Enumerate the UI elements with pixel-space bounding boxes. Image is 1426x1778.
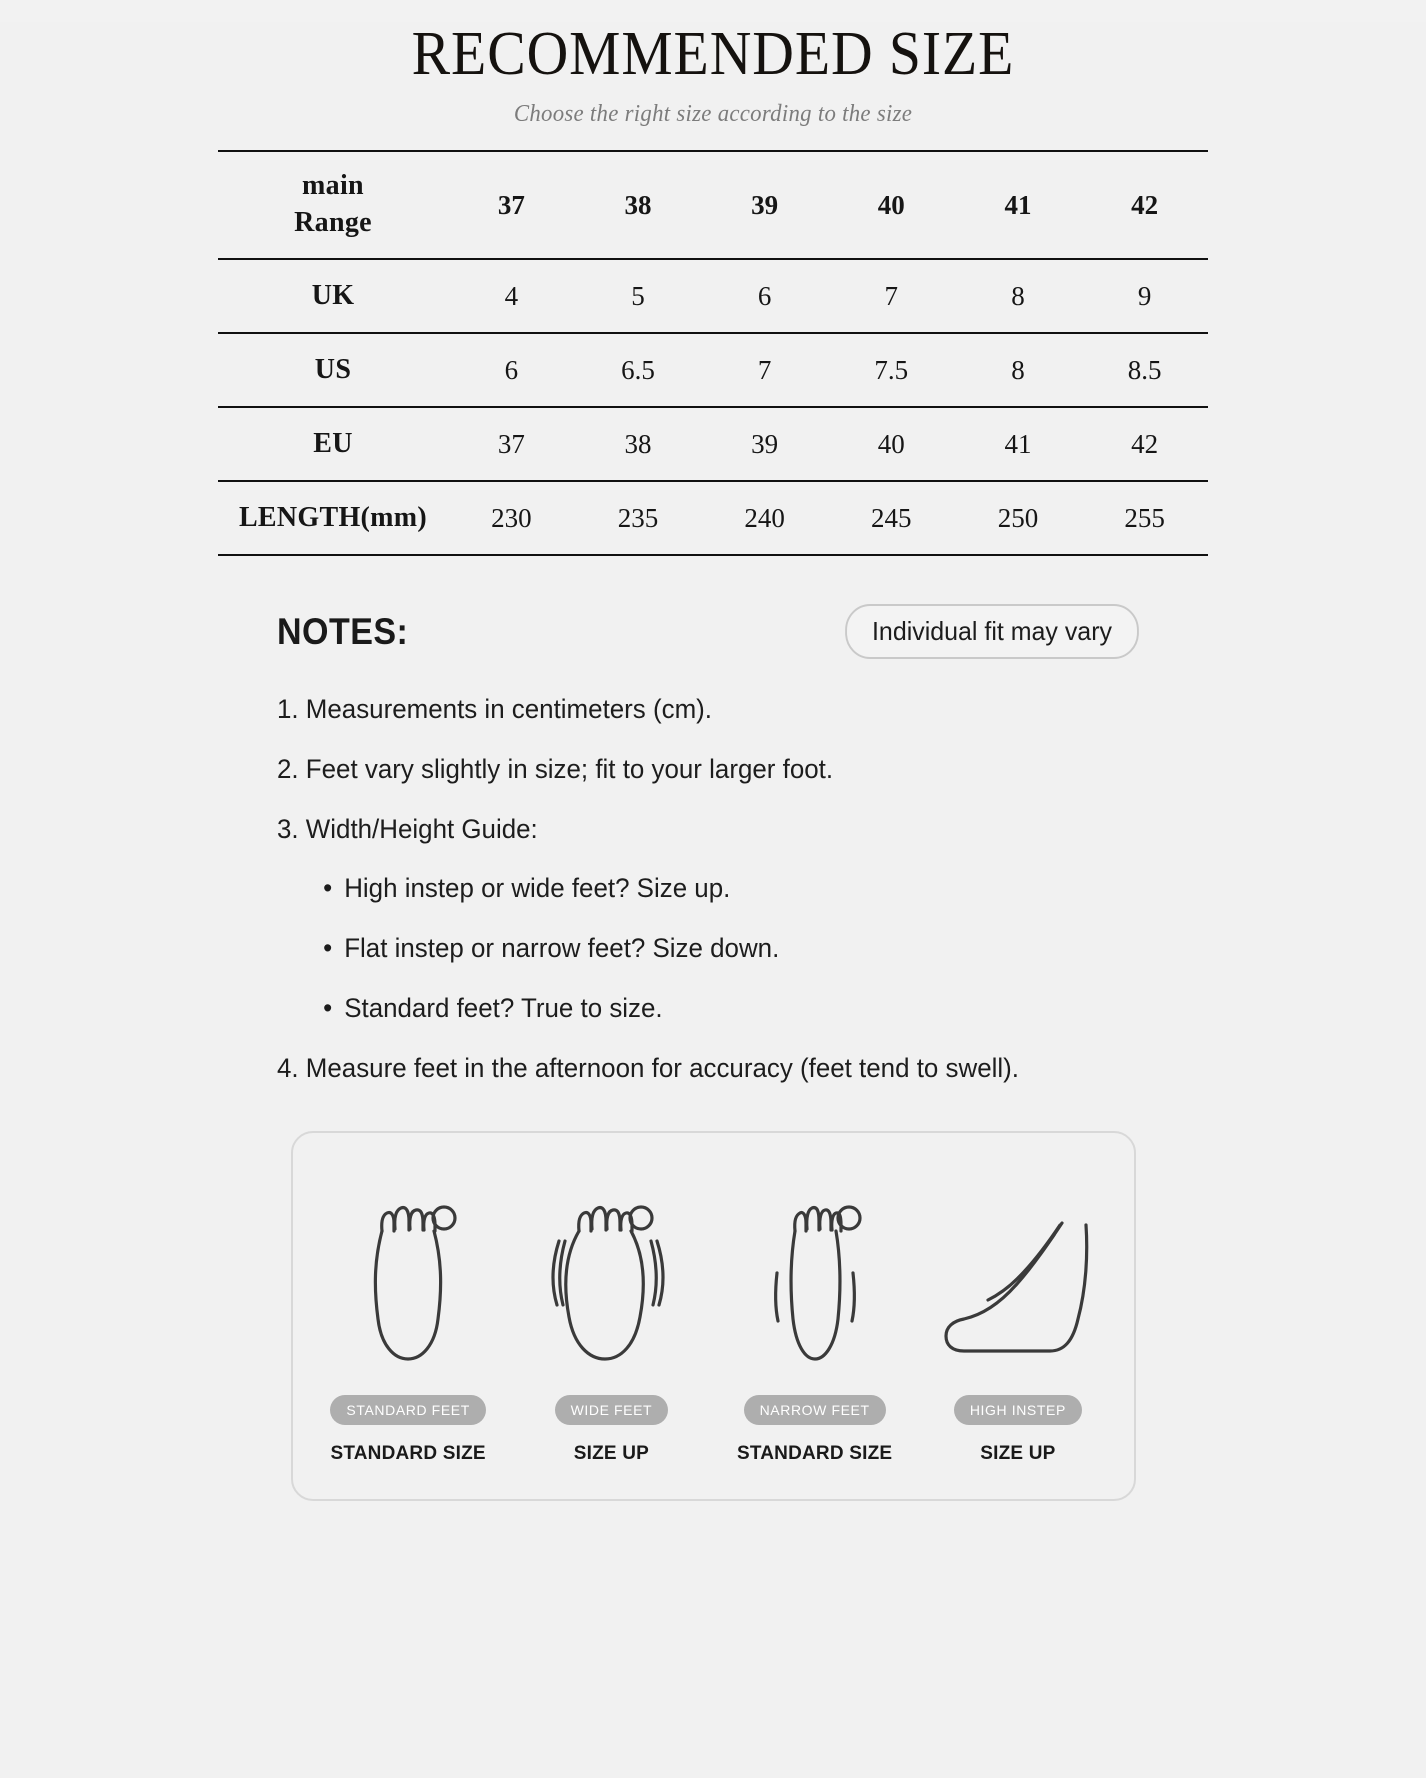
foot-caption: STANDARD SIZE: [330, 1443, 486, 1465]
note-text: Measurements in centimeters (cm).: [305, 694, 712, 724]
wide-foot-icon: [541, 1159, 681, 1369]
cell-uk-2: 6: [757, 280, 772, 311]
cell-length-3: 245: [871, 502, 912, 533]
note-number: 2.: [277, 753, 299, 784]
size-table-body: [218, 259, 1208, 555]
header-main-line2: Range: [294, 207, 372, 239]
notes-header-row: [263, 604, 1163, 659]
sub-note-text: High instep or wide feet? Size up.: [344, 873, 731, 904]
cell-length-2: 240: [744, 502, 785, 533]
cell-uk-0: 4: [504, 280, 519, 311]
size-table-head: [218, 151, 1208, 259]
list-item: [277, 753, 1128, 787]
list-item: [323, 932, 1127, 966]
high-instep-foot-icon: [938, 1159, 1098, 1369]
row-label-length: LENGTH(mm): [238, 502, 428, 533]
note-text: Measure feet in the afternoon for accuracy (feet tend to swell).: [305, 1052, 1019, 1083]
notes-section: [263, 604, 1163, 1085]
width-height-sub-list: [277, 872, 1128, 1025]
size-table-wrapper: [218, 150, 1208, 556]
foot-type-wide: [516, 1159, 706, 1465]
notes-list: [263, 693, 1163, 1085]
notes-title: NOTES:: [277, 610, 409, 652]
foot-type-standard: [313, 1159, 503, 1465]
cell-uk-3: 7: [884, 280, 899, 311]
foot-pill-label: NARROW FEET: [744, 1395, 886, 1425]
cell-eu-0: 37: [497, 428, 525, 459]
row-label-us: US: [314, 354, 352, 385]
table-row: [218, 333, 1208, 407]
standard-foot-icon: [348, 1159, 468, 1369]
cell-length-0: 230: [491, 502, 532, 533]
row-label-uk: UK: [311, 280, 355, 311]
table-row: [218, 481, 1208, 555]
foot-caption: SIZE UP: [980, 1443, 1056, 1465]
note-number: 1.: [277, 694, 299, 724]
cell-uk-5: 9: [1137, 280, 1152, 311]
cell-us-3: 7.5: [874, 354, 909, 385]
bullet-icon: •: [323, 873, 333, 904]
header-main-line1: main: [302, 170, 364, 202]
cell-eu-3: 40: [877, 428, 905, 459]
table-row: [218, 259, 1208, 333]
foot-type-high-instep: [923, 1159, 1113, 1465]
header-cell-39: 39: [751, 189, 779, 220]
list-item: [323, 992, 1127, 1026]
note-text: Feet vary slightly in size; fit to your larger foot.: [305, 753, 834, 784]
cell-us-2: 7: [757, 354, 772, 385]
bullet-icon: •: [323, 933, 333, 963]
header-cell-38: 38: [624, 189, 652, 220]
cell-length-1: 235: [617, 502, 659, 533]
narrow-foot-icon: [755, 1159, 875, 1369]
foot-pill-label: STANDARD FEET: [330, 1395, 485, 1425]
page-subtitle: Choose the right size according to the size: [513, 101, 913, 128]
cell-uk-1: 5: [631, 280, 645, 311]
cell-us-1: 6.5: [621, 354, 655, 385]
list-item: [277, 693, 1128, 727]
sub-note-text: Standard feet? True to size.: [344, 992, 663, 1023]
list-item: [277, 813, 1128, 1026]
size-table: [218, 150, 1208, 556]
header-cell-41: 41: [1004, 189, 1032, 220]
header-cell-42: 42: [1131, 189, 1159, 220]
header-main-range: [218, 151, 448, 259]
header-cell-40: 40: [877, 189, 905, 220]
cell-eu-2: 39: [751, 428, 779, 459]
foot-pill-label: WIDE FEET: [555, 1395, 669, 1425]
note-text: Width/Height Guide:: [305, 813, 538, 844]
note-number: 3.: [277, 813, 299, 844]
table-row: [218, 407, 1208, 481]
sub-note-text: Flat instep or narrow feet? Size down.: [344, 933, 780, 963]
bullet-icon: •: [323, 992, 333, 1023]
status-badge: Individual fit may vary: [845, 604, 1139, 659]
foot-caption: SIZE UP: [573, 1443, 650, 1465]
cell-us-5: 8.5: [1127, 354, 1162, 385]
list-item: [323, 872, 1127, 906]
foot-type-narrow: [720, 1159, 910, 1465]
page-title: RECOMMENDED SIZE: [411, 20, 1015, 88]
size-chart-page: [0, 22, 1426, 1778]
cell-us-4: 8: [1011, 354, 1025, 385]
foot-type-panel: [291, 1131, 1136, 1501]
cell-length-4: 250: [997, 502, 1039, 533]
cell-length-5: 255: [1124, 502, 1165, 533]
row-label-eu: EU: [313, 428, 353, 459]
cell-eu-4: 41: [1004, 428, 1032, 459]
note-number: 4.: [277, 1052, 299, 1083]
cell-eu-5: 42: [1131, 428, 1159, 459]
cell-us-0: 6: [504, 354, 519, 385]
table-header-row: [218, 151, 1208, 259]
foot-pill-label: HIGH INSTEP: [954, 1395, 1082, 1425]
cell-eu-1: 38: [624, 428, 652, 459]
foot-caption: STANDARD SIZE: [736, 1443, 893, 1465]
header-cell-37: 37: [497, 189, 525, 220]
list-item: [277, 1052, 1128, 1086]
cell-uk-4: 8: [1011, 280, 1025, 311]
